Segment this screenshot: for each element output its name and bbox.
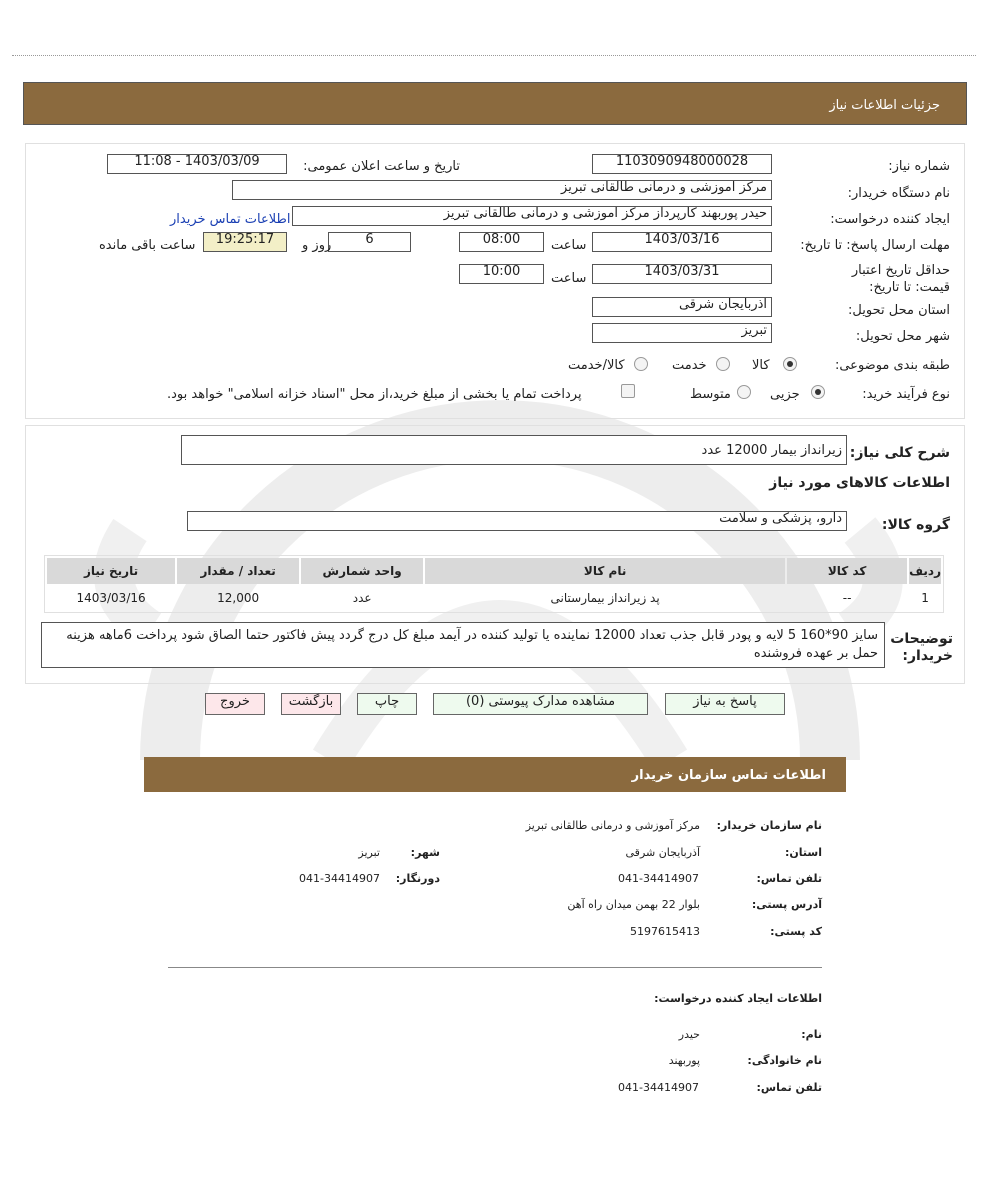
view-attachments-button[interactable]: مشاهده مدارک پیوستی (0)	[433, 693, 648, 715]
category-service-label: خدمت	[672, 358, 707, 373]
validity-time-label: ساعت	[551, 271, 587, 286]
reply-time-field: 08:00	[459, 232, 544, 252]
buyer-label: نام دستگاه خریدار:	[847, 186, 950, 201]
process-radio-minor[interactable]	[811, 385, 825, 399]
page-title: جزئیات اطلاعات نیاز	[829, 98, 940, 113]
announce-field: 1403/03/09 - 11:08	[107, 154, 287, 174]
cell-row-number: 1	[921, 591, 929, 605]
org-contact-bar	[144, 757, 846, 792]
process-radio-medium[interactable]	[737, 385, 751, 399]
section-divider	[168, 967, 822, 968]
city-label: شهر محل تحویل:	[855, 329, 950, 344]
goods-group-label: گروه کالا:	[881, 517, 950, 533]
treasury-payment-checkbox[interactable]	[621, 384, 635, 398]
city-field: تبریز	[592, 323, 772, 343]
exit-button[interactable]: خروج	[205, 693, 265, 715]
category-goods-label: کالا	[752, 358, 770, 373]
col-header-code: کد کالا	[787, 558, 907, 584]
process-medium-label: متوسط	[690, 387, 731, 402]
org-phone-label: تلفن تماس:	[756, 872, 822, 885]
category-label: طبقه بندی موضوعی:	[834, 358, 950, 373]
goods-table-header-row	[47, 558, 941, 584]
org-address-value: بلوار 22 بهمن میدان راه آهن	[567, 898, 700, 911]
category-both-label: کالا/خدمت	[568, 358, 625, 373]
top-divider	[12, 55, 976, 56]
general-desc-field: زیرانداز بیمار 12000 عدد	[181, 435, 847, 465]
days-field: 6	[328, 232, 411, 252]
org-postal-label: کد پستی:	[770, 925, 822, 938]
print-button[interactable]: چاپ	[357, 693, 417, 715]
org-province-value: آذربایجان شرقی	[625, 846, 700, 859]
remaining-time-field: 19:25:17	[203, 232, 287, 252]
goods-info-title: اطلاعات کالاهای مورد نیاز	[769, 475, 950, 491]
cell-code: --	[842, 591, 852, 605]
org-phone-value: 041-34414907	[618, 872, 699, 885]
goods-table-wrapper	[44, 555, 944, 613]
buyer-contact-link[interactable]: اطلاعات تماس خریدار	[170, 212, 291, 227]
org-name-label: نام سازمان خریدار:	[716, 819, 822, 832]
header-bar	[23, 82, 967, 125]
creator-phone-label: تلفن تماس:	[756, 1081, 822, 1094]
col-header-date: تاریخ نیاز	[47, 558, 175, 584]
cell-date: 1403/03/16	[76, 591, 146, 605]
category-radio-service[interactable]	[716, 357, 730, 371]
process-minor-label: جزیی	[770, 387, 800, 402]
col-header-name: نام کالا	[425, 558, 785, 584]
org-name-value: مرکز آموزشی و درمانی طالقانی تبریز	[525, 819, 700, 832]
need-number-field: 1103090948000028	[592, 154, 772, 174]
creator-name-value: حیدر	[678, 1028, 700, 1041]
back-button[interactable]: بازگشت	[281, 693, 341, 715]
buyer-notes-field: سایز 90*160 5 لایه و پودر قابل جذب تعداد 12000 نماینده یا تولید کننده در آیمد مبلغ کل درج گردد پیش فاکتور حتما الصاق شود پرداخت 6ماهه هزینه حمل بر عهده فروشنده	[41, 622, 885, 668]
org-province-label: استان:	[785, 846, 822, 859]
col-header-row-number: ردیف	[909, 558, 941, 584]
org-city-value: تبریز	[358, 846, 380, 859]
org-address-label: آدرس پستی:	[751, 898, 822, 911]
category-radio-goods[interactable]	[783, 357, 797, 371]
general-desc-label: شرح کلی نیاز:	[849, 445, 950, 461]
process-label: نوع فرآیند خرید:	[862, 387, 950, 402]
org-postal-value: 5197615413	[630, 925, 700, 938]
org-city-label: شهر:	[410, 846, 440, 859]
cell-quantity: 12,000	[217, 591, 260, 605]
category-radio-both[interactable]	[634, 357, 648, 371]
creator-info-title: اطلاعات ایجاد کننده درخواست:	[654, 992, 822, 1005]
reply-button[interactable]: پاسخ به نیاز	[665, 693, 785, 715]
remaining-label: ساعت باقی مانده	[99, 238, 196, 253]
creator-name-label: نام:	[801, 1028, 822, 1041]
table-row	[47, 586, 941, 610]
creator-label: ایجاد کننده درخواست:	[830, 212, 950, 227]
buyer-notes-label: توضیحات خریدار:	[890, 631, 953, 664]
goods-group-field: دارو، پزشکی و سلامت	[187, 511, 847, 531]
org-contact-title: اطلاعات تماس سازمان خریدار	[631, 768, 826, 783]
goods-table	[45, 556, 943, 612]
announce-label: تاریخ و ساعت اعلان عمومی:	[303, 159, 460, 174]
days-label: روز و	[302, 238, 332, 253]
need-number-label: شماره نیاز:	[888, 159, 950, 174]
buyer-field: مرکز آموزشی و درمانی طالقانی تبریز	[232, 180, 772, 200]
reply-time-label: ساعت	[551, 238, 587, 253]
reply-deadline-label: مهلت ارسال پاسخ: تا تاریخ:	[800, 238, 950, 253]
province-field: آذربایجان شرقی	[592, 297, 772, 317]
province-label: استان محل تحویل:	[848, 303, 950, 318]
reply-date-field: 1403/03/16	[592, 232, 772, 252]
treasury-payment-text: پرداخت تمام یا بخشی از مبلغ خرید،از محل "اسناد خزانه اسلامی" خواهد بود.	[167, 387, 582, 402]
creator-family-value: پوربهند	[668, 1054, 700, 1067]
org-fax-label: دورنگار:	[395, 872, 440, 885]
cell-unit: عدد	[352, 591, 372, 605]
validity-label: حداقل تاریخ اعتبار قیمت: تا تاریخ:	[851, 263, 950, 295]
validity-date-field: 1403/03/31	[592, 264, 772, 284]
col-header-unit: واحد شمارش	[301, 558, 423, 584]
col-header-quantity: تعداد / مقدار	[177, 558, 299, 584]
cell-name: پد زیرانداز بیمارستانی	[550, 591, 660, 605]
creator-field: حیدر پوربهند کارپرداز مرکز آموزشی و درمانی طالقانی تبریز	[292, 206, 772, 226]
creator-phone-value: 041-34414907	[618, 1081, 699, 1094]
org-fax-value: 041-34414907	[299, 872, 380, 885]
validity-time-field: 10:00	[459, 264, 544, 284]
creator-family-label: نام خانوادگی:	[747, 1054, 822, 1067]
